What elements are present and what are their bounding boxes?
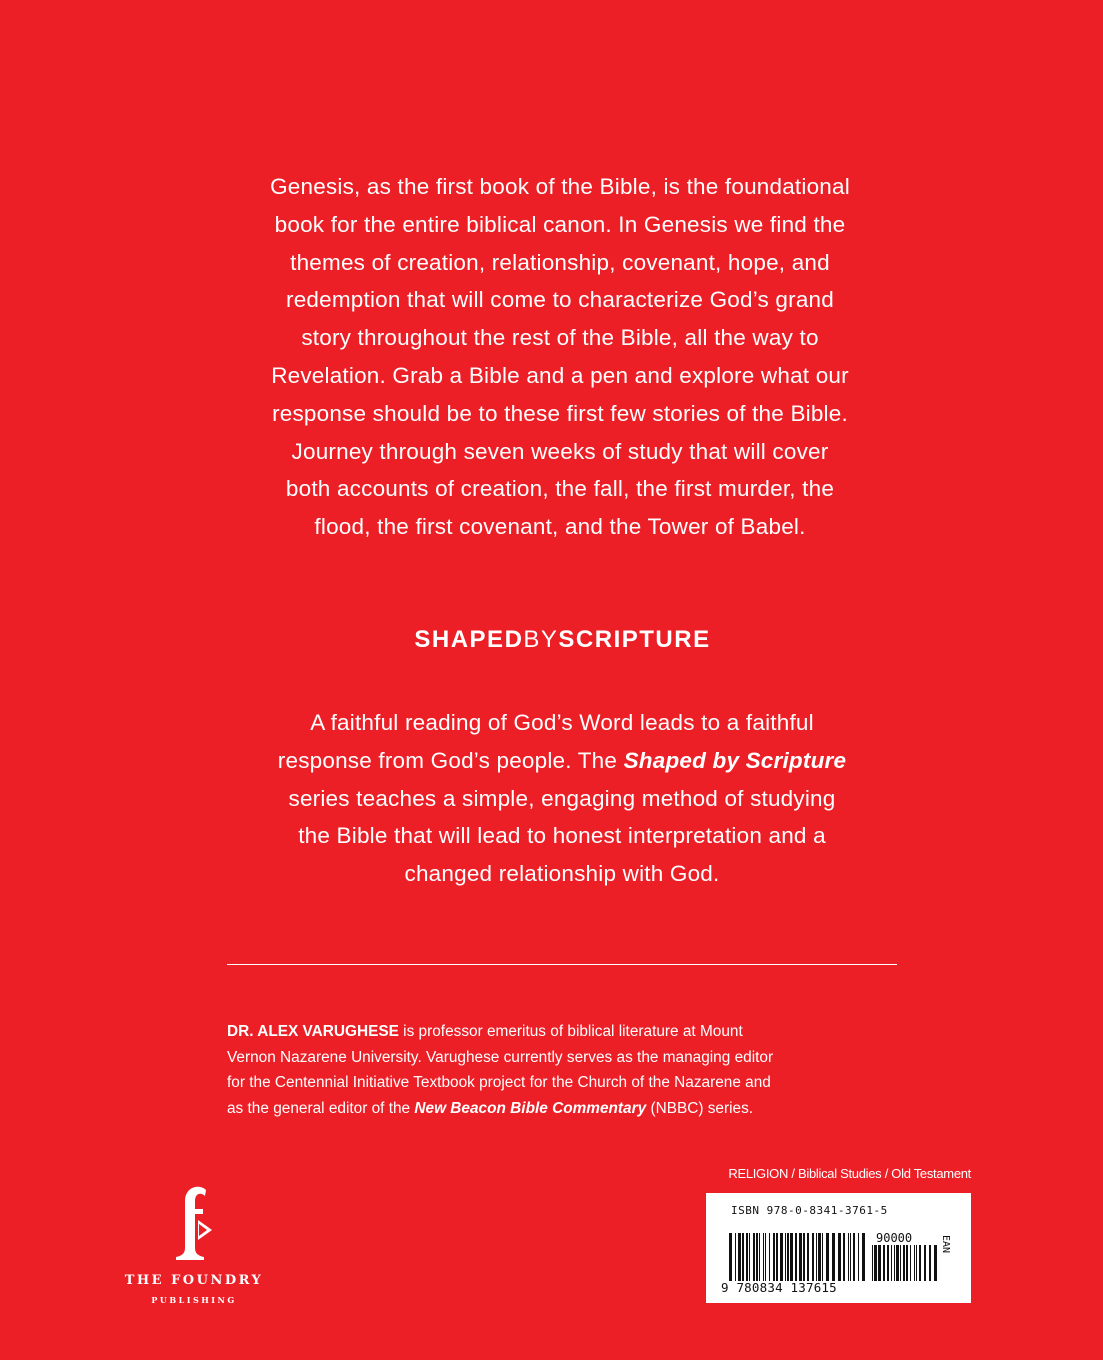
barcode-bar (872, 1245, 873, 1281)
publisher-subtitle: PUBLISHING (151, 1295, 237, 1305)
barcode-bar (799, 1233, 802, 1281)
barcode-bar (812, 1233, 814, 1281)
barcode-bar (763, 1233, 764, 1281)
barcode-bar (738, 1233, 741, 1281)
bio-line: for the Centennial Initiative Textbook project for the Church of the Nazarene and (227, 1074, 771, 1091)
category-label: RELIGION / Biblical Studies / Old Testament (728, 1166, 971, 1181)
barcode-bar (843, 1233, 845, 1281)
blurb-line: flood, the first covenant, and the Tower of Babel. (314, 514, 806, 540)
barcode-bar (769, 1233, 770, 1281)
barcode-bar (850, 1233, 851, 1281)
barcode-bar (896, 1245, 899, 1281)
series-line: series teaches a simple, engaging method of studying (288, 785, 836, 811)
barcode-bar (929, 1245, 931, 1281)
series-description (200, 704, 924, 893)
blurb-line: themes of creation, relationship, covenant, hope, and (290, 249, 830, 275)
barcode-main-bars (728, 1233, 866, 1281)
barcode-bar (785, 1233, 786, 1281)
barcode-addon-bars (871, 1245, 941, 1281)
bio-line (227, 1096, 927, 1122)
blurb-line: book for the entire biblical canon. In Genesis we find the (274, 211, 846, 237)
barcode-bar (858, 1233, 859, 1281)
barcode-bar (919, 1245, 921, 1281)
foundry-logo-icon (172, 1184, 218, 1264)
series-title-part-shaped: SHAPED (414, 626, 524, 653)
barcode-bar (894, 1245, 895, 1281)
author-bio (227, 1019, 927, 1121)
blurb-line: Journey through seven weeks of study that will cover (291, 438, 829, 464)
barcode-bar (756, 1233, 758, 1281)
series-title-part-scripture: SCRIPTURE (558, 626, 711, 653)
bio-line (227, 1019, 927, 1045)
barcode-bar (832, 1233, 835, 1281)
barcode-bar (807, 1233, 809, 1281)
barcode-bar (753, 1233, 755, 1281)
barcode-bar (883, 1245, 885, 1281)
blurb-line: story throughout the rest of the Bible, all the way to (301, 325, 819, 351)
series-title-part-by: BY (523, 626, 559, 653)
barcode-bar (906, 1245, 908, 1281)
isbn-barcode (706, 1193, 971, 1303)
blurb-line: Genesis, as the first book of the Bible, is the foundational (270, 174, 850, 199)
series-line (200, 742, 924, 780)
barcode-bar (759, 1233, 760, 1281)
barcode-bar (795, 1233, 797, 1281)
barcode-bar (803, 1233, 805, 1281)
barcode-bar (780, 1233, 783, 1281)
series-title (0, 626, 1103, 654)
series-line: changed relationship with God. (404, 861, 720, 887)
bio-text: is professor emeritus of biblical literature at Mount (398, 1023, 743, 1040)
back-cover-blurb (200, 168, 920, 546)
barcode-bar (838, 1233, 841, 1281)
barcode-bar (878, 1245, 881, 1281)
barcode-bar (874, 1245, 877, 1281)
price-addon-code: 90000 (876, 1231, 913, 1245)
barcode-bar (916, 1245, 917, 1281)
barcode-digits: 9 780834 137615 (721, 1280, 837, 1295)
barcode-bar (729, 1233, 732, 1281)
barcode-bar (887, 1245, 889, 1281)
blurb-line: redemption that will come to characterize God’s grand (286, 287, 834, 313)
series-line-text: response from God’s people. The (277, 747, 624, 773)
blurb-line: both accounts of creation, the fall, the first murder, the (285, 476, 835, 502)
isbn-label: ISBN 978-0-8341-3761-5 (731, 1204, 888, 1217)
barcode-bar (853, 1233, 855, 1281)
barcode-bar (822, 1233, 823, 1281)
bio-text: (NBBC) series. (646, 1099, 754, 1117)
barcode-bar (742, 1233, 744, 1281)
barcode-bar (790, 1233, 793, 1281)
author-name: DR. ALEX VARUGHESE (227, 1023, 399, 1040)
series-line: A faithful reading of God’s Word leads to a faithful (310, 710, 814, 735)
barcode-bar (862, 1233, 865, 1281)
ean-label: EAN (940, 1235, 951, 1254)
barcode-bar (773, 1233, 775, 1281)
barcode-bar (924, 1245, 926, 1281)
barcode-bar (826, 1233, 829, 1281)
series-line: the Bible that will lead to honest interpretation and a (298, 823, 826, 849)
barcode-bar (746, 1233, 748, 1281)
publisher-name: THE FOUNDRY (124, 1273, 264, 1288)
bio-line: Vernon Nazarene University. Varughese currently serves as the managing editor (227, 1048, 774, 1066)
blurb-line: Revelation. Grab a Bible and a pen and explore what our (271, 362, 849, 388)
series-name-italic: Shaped by Scripture (623, 747, 847, 773)
barcode-bar (818, 1233, 821, 1281)
barcode-bar (848, 1233, 849, 1281)
barcode-bar (787, 1233, 789, 1281)
barcode-bar (735, 1233, 736, 1281)
barcode-bar (903, 1245, 905, 1281)
barcode-bar (749, 1233, 750, 1281)
barcode-bar (934, 1245, 937, 1281)
barcode-bar (891, 1245, 892, 1281)
section-divider (227, 964, 897, 965)
barcode-bar (765, 1233, 766, 1281)
bio-text: as the general editor of the (227, 1099, 415, 1117)
barcode-bar (914, 1245, 915, 1281)
commentary-title-italic: New Beacon Bible Commentary (414, 1099, 647, 1117)
barcode-bar (900, 1245, 901, 1281)
barcode-bar (816, 1233, 817, 1281)
barcode-bar (910, 1245, 911, 1281)
barcode-bar (776, 1233, 778, 1281)
blurb-line: response should be to these first few stories of the Bible. (272, 400, 848, 426)
